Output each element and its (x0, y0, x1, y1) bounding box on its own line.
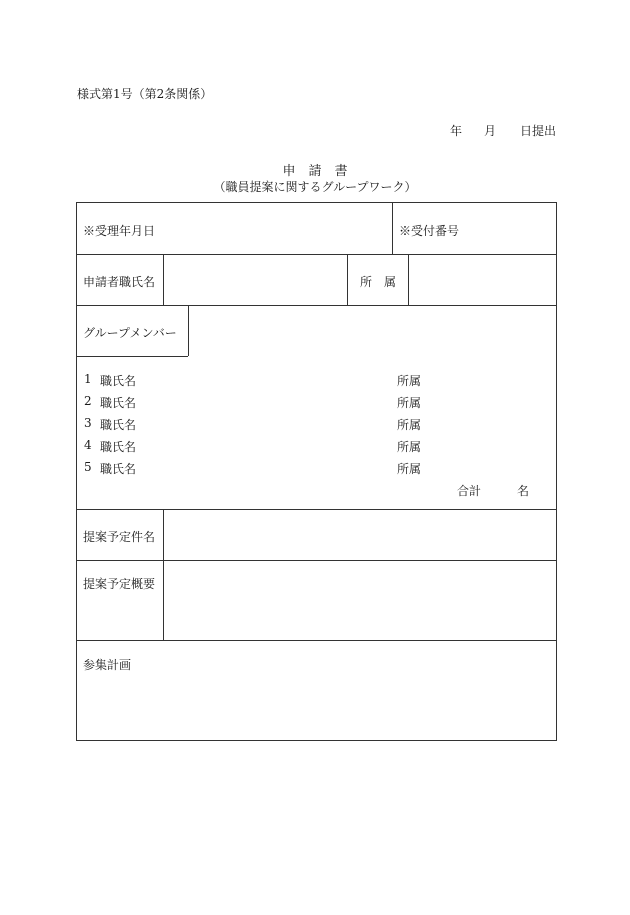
member-number: 2 (84, 394, 92, 408)
row-divider (77, 356, 188, 357)
row-divider (77, 305, 556, 306)
document-title (0, 160, 630, 179)
date-year-label: 年 (450, 124, 463, 138)
title-char: 申 (282, 164, 296, 179)
member-name-label: 職氏名 (100, 396, 137, 410)
applicant-name-field[interactable] (165, 255, 346, 304)
title-char: 請 (308, 164, 322, 179)
member-affiliation-label: 所属 (397, 396, 422, 410)
total-unit: 名 (517, 484, 530, 498)
column-divider (347, 254, 348, 305)
title-char: 書 (334, 164, 348, 179)
receipt-date-label: ※受理年月日 (83, 224, 156, 238)
date-month-label: 月 (484, 124, 497, 138)
column-divider (163, 254, 164, 305)
applicant-name-label: 申請者職氏名 (83, 275, 156, 289)
member-name-label: 職氏名 (100, 418, 137, 432)
member-affiliation-label: 所属 (397, 440, 422, 454)
member-number: 4 (84, 438, 92, 452)
affiliation-label: 所 属 (360, 275, 397, 289)
total-label: 合計 (457, 484, 482, 498)
form-number-label: 様式第1号（第2条関係） (77, 87, 213, 101)
member-name-label: 職氏名 (100, 440, 137, 454)
date-day-label: 日提出 (520, 124, 557, 138)
row-divider (77, 640, 556, 641)
column-divider (392, 203, 393, 254)
proposal-title-label: 提案予定件名 (83, 530, 156, 544)
column-divider (408, 254, 409, 305)
member-affiliation-label: 所属 (397, 374, 422, 388)
affiliation-field[interactable] (410, 255, 555, 304)
proposal-summary-label: 提案予定概要 (83, 577, 156, 591)
member-affiliation-label: 所属 (397, 418, 422, 432)
receipt-number-label: ※受付番号 (399, 224, 460, 238)
member-number: 3 (84, 416, 92, 430)
member-name-label: 職氏名 (100, 462, 137, 476)
document-subtitle: （職員提案に関するグループワーク） (213, 180, 417, 194)
proposal-summary-field[interactable] (165, 561, 555, 639)
group-members-label: グループメンバー (83, 326, 177, 340)
member-number: 1 (84, 372, 92, 386)
column-divider (188, 305, 189, 356)
submission-date-line (440, 122, 558, 138)
member-affiliation-label: 所属 (397, 462, 422, 476)
column-divider (163, 509, 164, 640)
member-name-label: 職氏名 (100, 374, 137, 388)
member-number: 5 (84, 460, 92, 474)
participation-plan-field[interactable] (79, 673, 555, 739)
participation-plan-label: 参集計画 (83, 658, 132, 672)
application-form-table (76, 202, 557, 741)
proposal-title-field[interactable] (165, 510, 555, 559)
